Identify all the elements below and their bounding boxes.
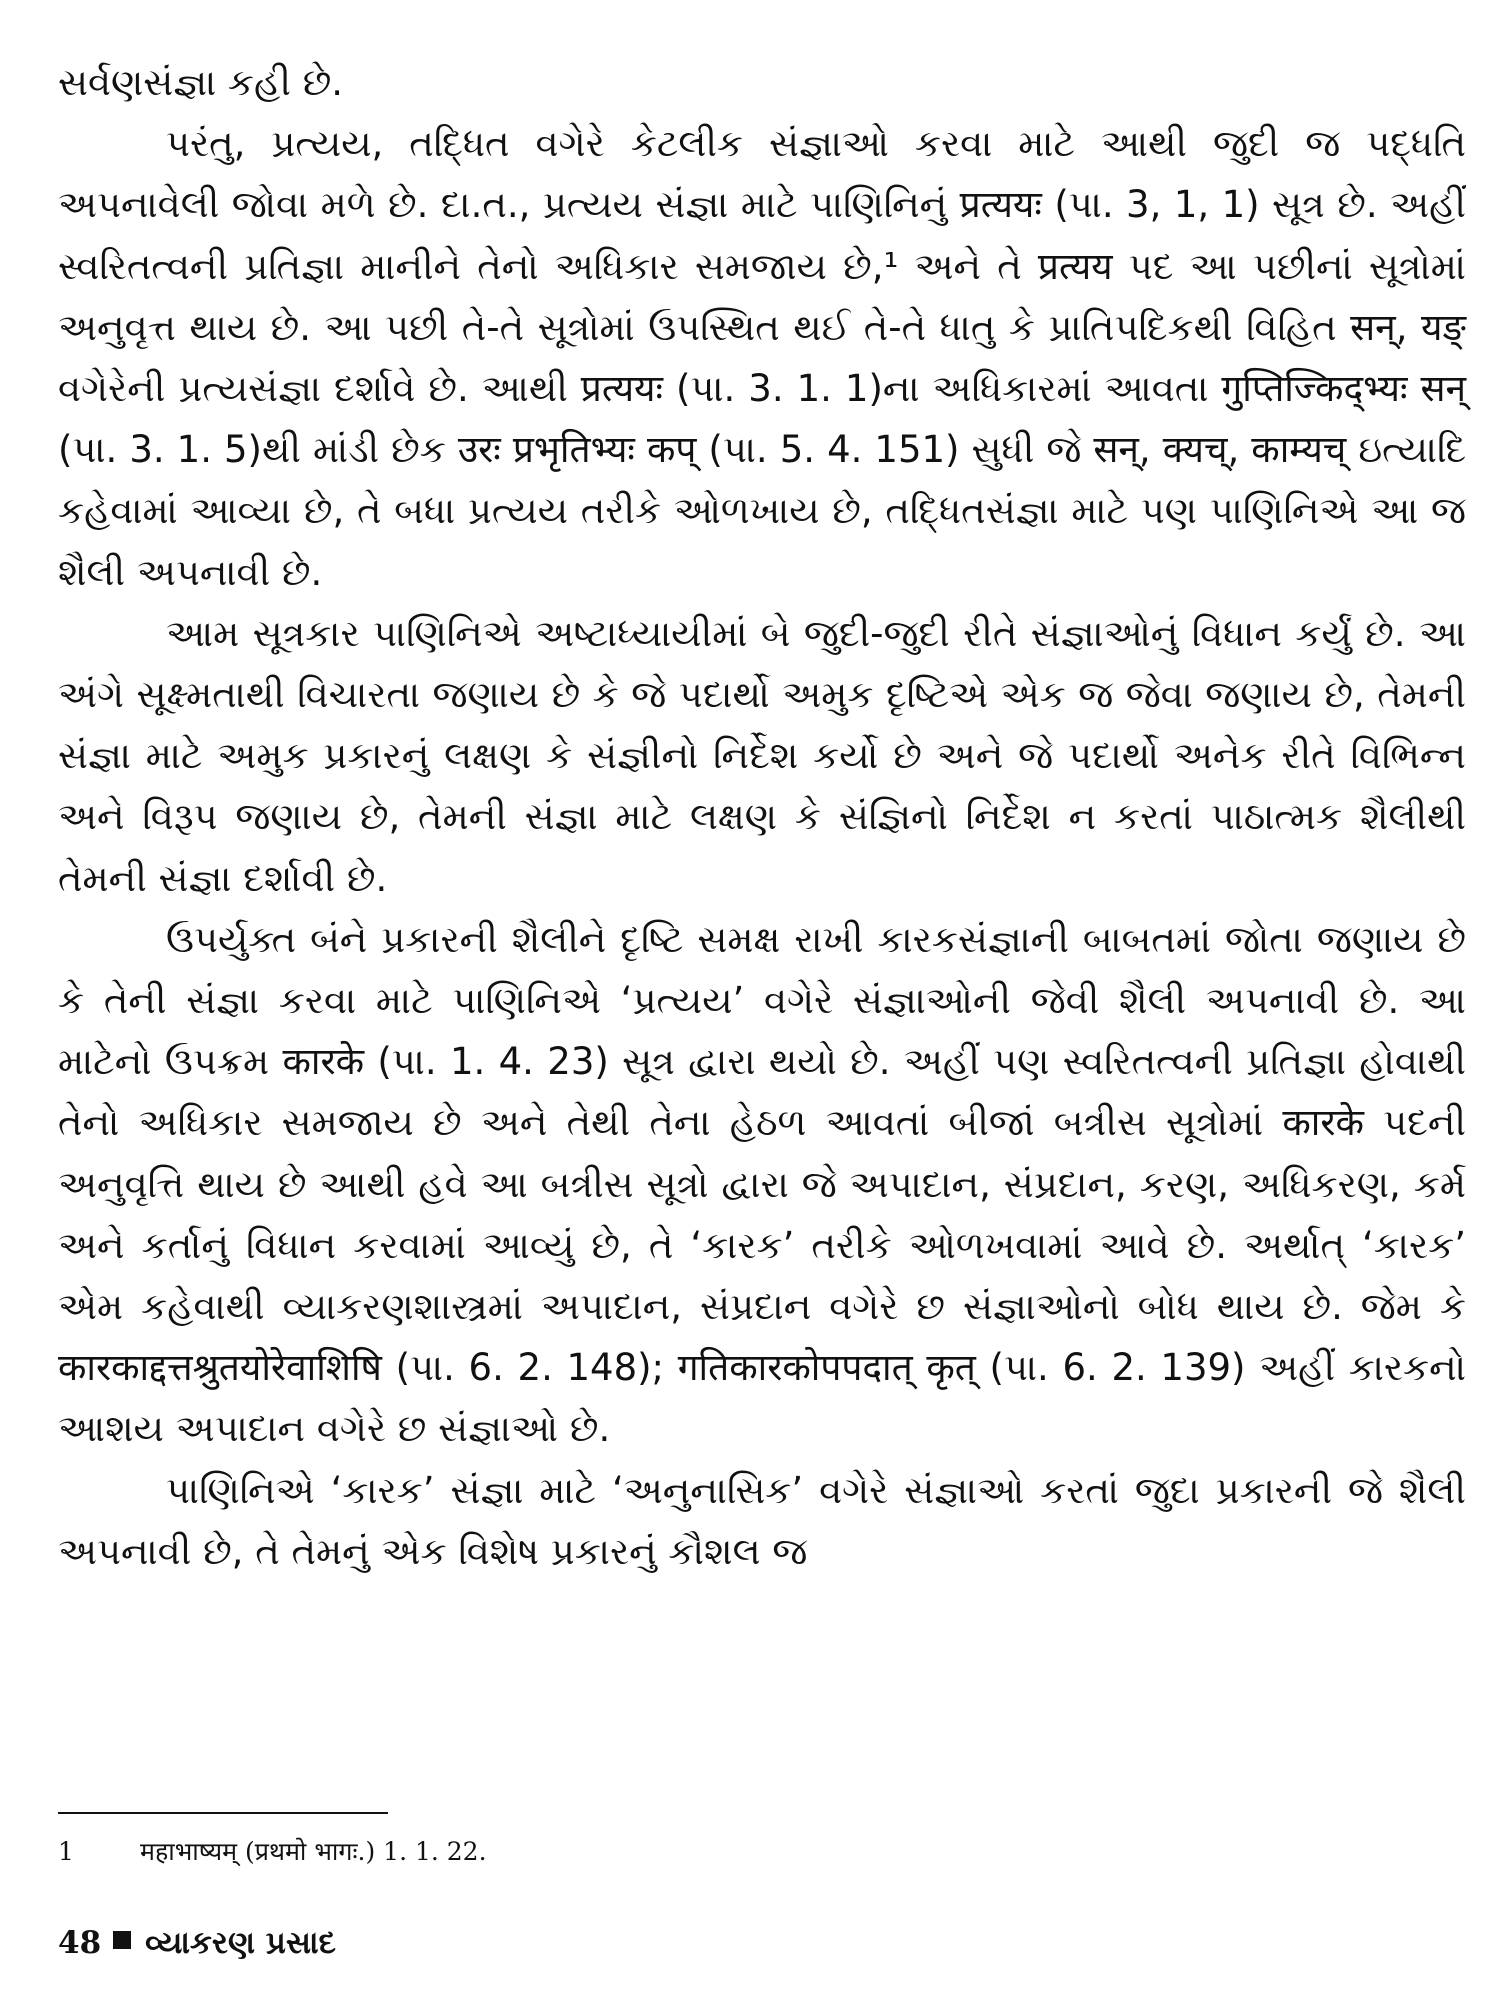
square-bullet-icon bbox=[113, 1931, 131, 1949]
footnote-number: 1 bbox=[58, 1837, 74, 1866]
body-text bbox=[58, 52, 1466, 1582]
book-title: વ્યાકરણ પ્રસાદ bbox=[145, 1925, 336, 1961]
paragraph-5: પાણિનિએ ‘કારક’ સંજ્ઞા માટે ‘અનુનાસિક’ વગેરે સંજ્ઞાઓ કરતાં જુદા પ્રકારની જે શૈલી અપનાવી છે, તે તેમનું એક વિશેષ પ્રકારનું કૌશલ જ bbox=[58, 1468, 1466, 1573]
page-number: 48 bbox=[58, 1925, 102, 1961]
footnote-divider bbox=[58, 1812, 388, 1814]
paragraph-3: આમ સૂત્રકાર પાણિનિએ અષ્ટાધ્યાયીમાં બે જુદી-જુદી રીતે સંજ્ઞાઓનું વિધાન કર્યું છે. આ અંગે સૂક્ષ્મતાથી વિચારતા જણાય છે કે જે પદાર્થો અમુક દૃષ્ટિએ એક જ જેવા જણાય છે, તેમની સંજ્ઞા માટે અમુક પ્રકારનું લક્ષણ કે સંજ્ઞીનો નિર્દેશ કર્યો છે અને જે પદાર્થો અનેક રીતે વિભિન્ન અને વિરૂપ જણાય છે, તેમની સંજ્ઞા માટે લક્ષણ કે સંજ્ઞિનો નિર્દેશ ન કરતાં પાઠાત્મક શૈલીથી તેમની સંજ્ઞા દર્શાવી છે. bbox=[58, 611, 1466, 900]
footnote bbox=[58, 1832, 487, 1872]
footnote-text: महाभाष्यम् (प्रथमो भागः.) 1. 1. 22. bbox=[140, 1837, 487, 1866]
page-footer bbox=[58, 1921, 336, 1965]
paragraph-4: ઉપર્યુક્ત બંને પ્રકારની શૈલીને દૃષ્ટિ સમક્ષ રાખી કારકસંજ્ઞાની બાબતમાં જોતા જણાય છે કે તેની સંજ્ઞા કરવા માટે પાણિનિએ ‘પ્રત્યય’ વગેરે સંજ્ઞાઓની જેવી શૈલી અપનાવી છે. આ માટેનો ઉપક્રમ कारके (પા. 1. 4. 23) સૂત્ર દ્વારા થયો છે. અહીં પણ સ્વરિતત્વની પ્રતિજ્ઞા હોવાથી તેનો અધિકાર સમજાય છે અને તેથી તેના હેઠળ આવતાં બીજાં બત્રીસ સૂત્રોમાં कारके પદની અનુવૃત્તિ થાય છે આથી હવે આ બત્રીસ સૂત્રો દ્વારા જે અપાદાન, સંપ્રદાન, કરણ, અધિકરણ, કર્મ અને કર્તાનું વિધાન કરવામાં આવ્યું છે, તે ‘કારક’ તરીકે ઓળખવામાં આવે છે. અર્થાત્ ‘કારક’ એમ કહેવાથી વ્યાકરણશાસ્ત્રમાં અપાદાન, સંપ્રદાન વગેરે છ સંજ્ઞાઓનો બોધ થાય છે. જેમ કે कारकाद्दत्तश्रुतयोरेवाशिषि (પા. 6. 2. 148); गतिकारकोपपदात् कृत् (પા. 6. 2. 139) અહીં કારકનો આશય અપાદાન વગેરે છ સંજ્ઞાઓ છે. bbox=[58, 917, 1466, 1451]
paragraph-1: સર્વણસંજ્ઞા કહી છે. bbox=[58, 61, 344, 104]
paragraph-2: પરંતુ, પ્રત્યય, તદ્ધિત વગેરે કેટલીક સંજ્ઞાઓ કરવા માટે આથી જુદી જ પદ્ધતિ અપનાવેલી જોવા મળે છે. દા.ત., પ્રત્યય સંજ્ઞા માટે પાણિનિનું प्रत्ययः (પા. 3, 1, 1) સૂત્ર છે. અહીં સ્વરિતત્વની પ્રતિજ્ઞા માનીને તેનો અધિકાર સમજાય છે,¹ અને તે प्रत्यय પદ આ પછીનાં સૂત્રોમાં અનુવૃત્ત થાય છે. આ પછી તે-તે સૂત્રોમાં ઉપસ્થિત થઈ તે-તે ધાતુ કે પ્રાતિપદિકથી વિહિત सन्, यङ् વગેરેની પ્રત્યસંજ્ઞા દર્શાવે છે. આથી प्रत्ययः (પા. 3. 1. 1)ના અધિકારમાં આવતા गुप्तिज्किद्भ्यः सन् (પા. 3. 1. 5)થી માંડી છેક उरः प्रभृतिभ्यः कप् (પા. 5. 4. 151) સુધી જે सन्, क्यच्, काम्यच् ઇત્યાદિ કહેવામાં આવ્યા છે, તે બધા પ્રત્યય તરીકે ઓળખાય છે, તદ્ધિતસંજ્ઞા માટે પણ પાણિનિએ આ જ શૈલી અપનાવી છે. bbox=[58, 122, 1466, 594]
